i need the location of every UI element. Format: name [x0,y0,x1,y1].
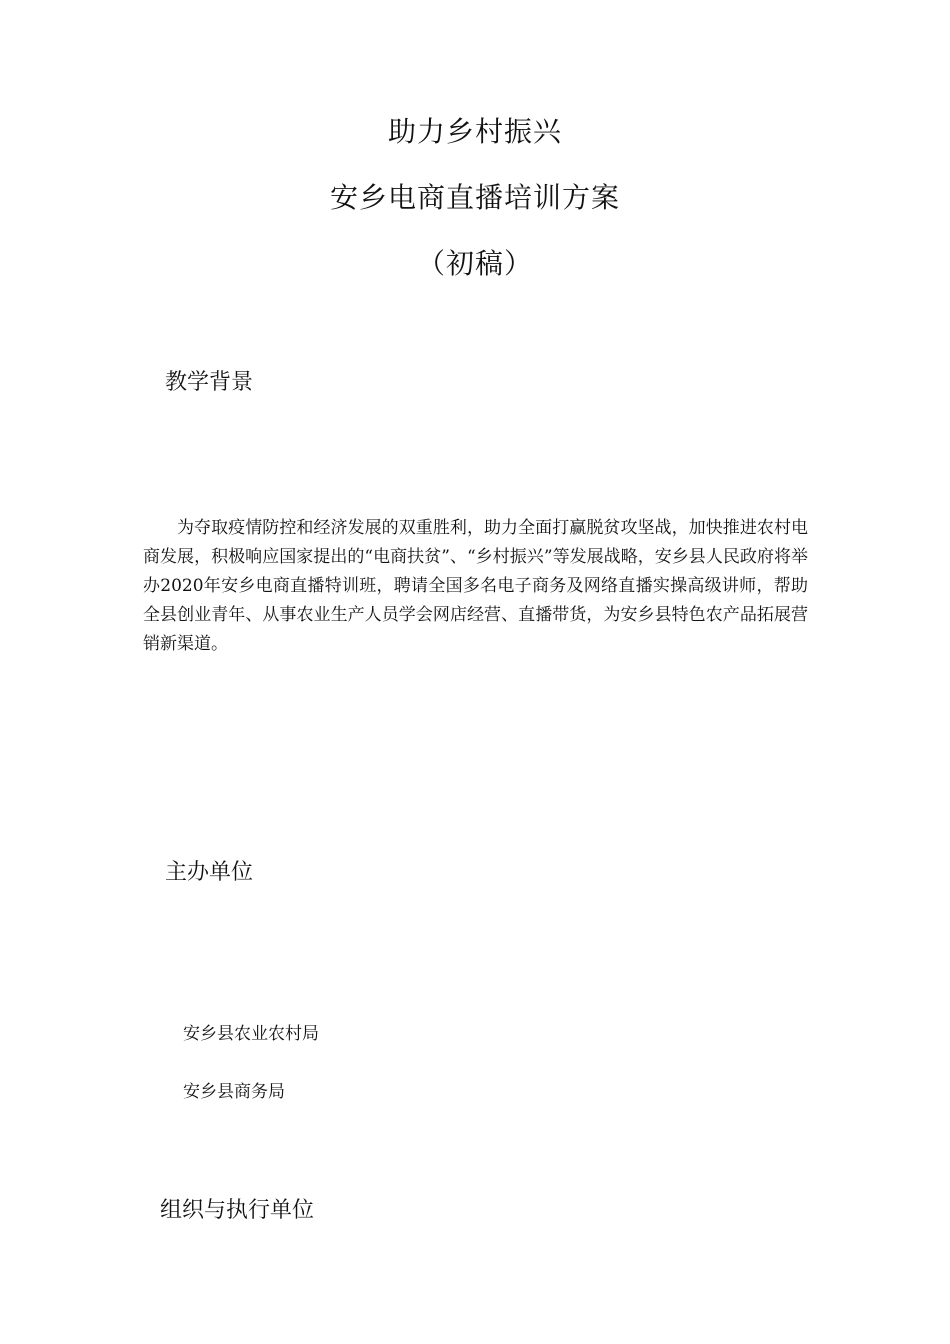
title-line-2: 安乡电商直播培训方案 [329,181,620,214]
title-line-3: （初稿） [416,247,533,280]
organizer-item: 安乡县农业农村局 [183,1024,319,1044]
background-paragraph: 为夺取疫情防控和经济发展的双重胜利，助力全面打赢脱贫攻坚战，加快推进农村电商发展，积极响应国家提出的“电商扶贫”、“乡村振兴”等发展战略，安乡县人民政府将举办2020年安乡电商直播特训班，聘请全国多名电子商务及网络直播实操高级讲师，帮助全县创业青年、从事农业生产人员学会网店经营、直播带货，为安乡县特色农产品拓展营销新渠道。 [143,518,808,654]
section-heading-execution: 组织与执行单位 [160,1198,315,1223]
section-heading-organizers: 主办单位 [165,860,254,885]
section-heading-background: 教学背景 [165,370,254,395]
title-line-1: 助力乡村振兴 [387,115,562,148]
organizer-item: 安乡县商务局 [183,1082,285,1102]
